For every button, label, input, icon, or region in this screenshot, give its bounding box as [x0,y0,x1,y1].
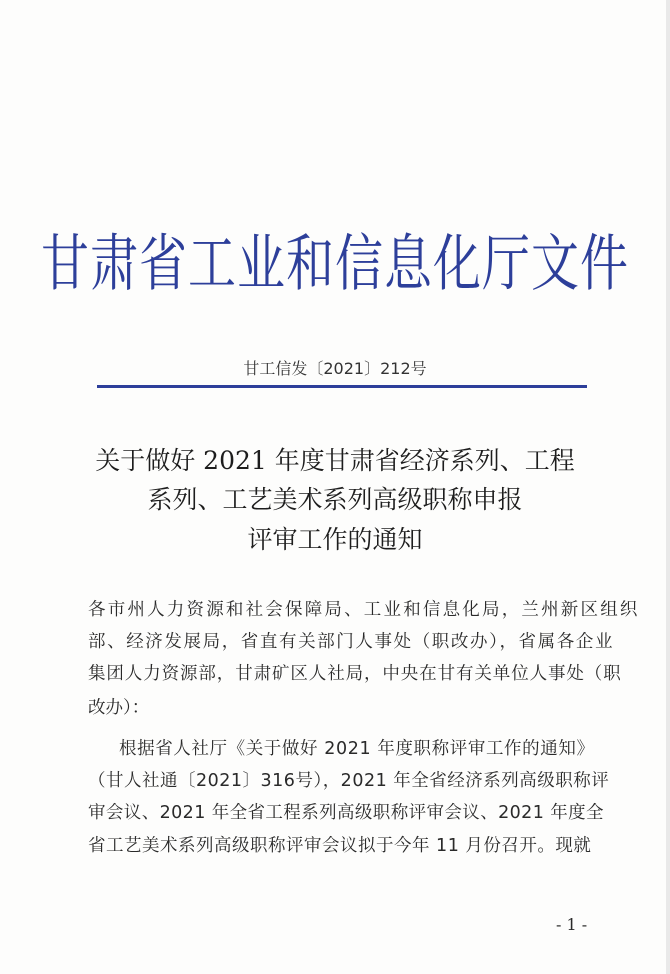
notice-title-line-3: 评审工作的通知 [247,525,423,554]
scan-edge [666,0,670,974]
addressee-line-2: 部、经济发展局，省直有关部门人事处（职改办），省属各企业 [88,632,615,652]
notice-title-line-1: 关于做好 2021 年度甘肃省经济系列、工程 [95,446,575,475]
document-header-title: 甘肃省工业和信息化厅文件 [40,228,629,300]
paragraph-line-2: （甘人社通〔2021〕316号），2021 年全省经济系列高级职称评 [88,771,610,791]
addressee-line-3: 集团人力资源部，甘肃矿区人社局，中央在甘有关单位人事处（职 [88,664,622,684]
document-number: 甘工信发〔2021〕212号 [243,359,427,378]
paragraph-line-1: 根据省人社厅《关于做好 2021 年度职称评审工作的通知》 [119,739,595,759]
paragraph-line-3: 审会议、2021 年全省工程系列高级职称评审会议、2021 年度全 [88,803,604,823]
notice-title-line-2: 系列、工艺美术系列高级职称申报 [147,485,523,514]
addressee-line-1: 各市州人力资源和社会保障局、工业和信息化局，兰州新区组织 [88,600,640,620]
header-divider [97,385,587,388]
page-number: - 1 - [556,915,588,934]
addressee-line-4: 改办）： [88,698,150,718]
paragraph-line-4: 省工艺美术系列高级职称评审会议拟于今年 11 月份召开。现就 [88,836,592,856]
